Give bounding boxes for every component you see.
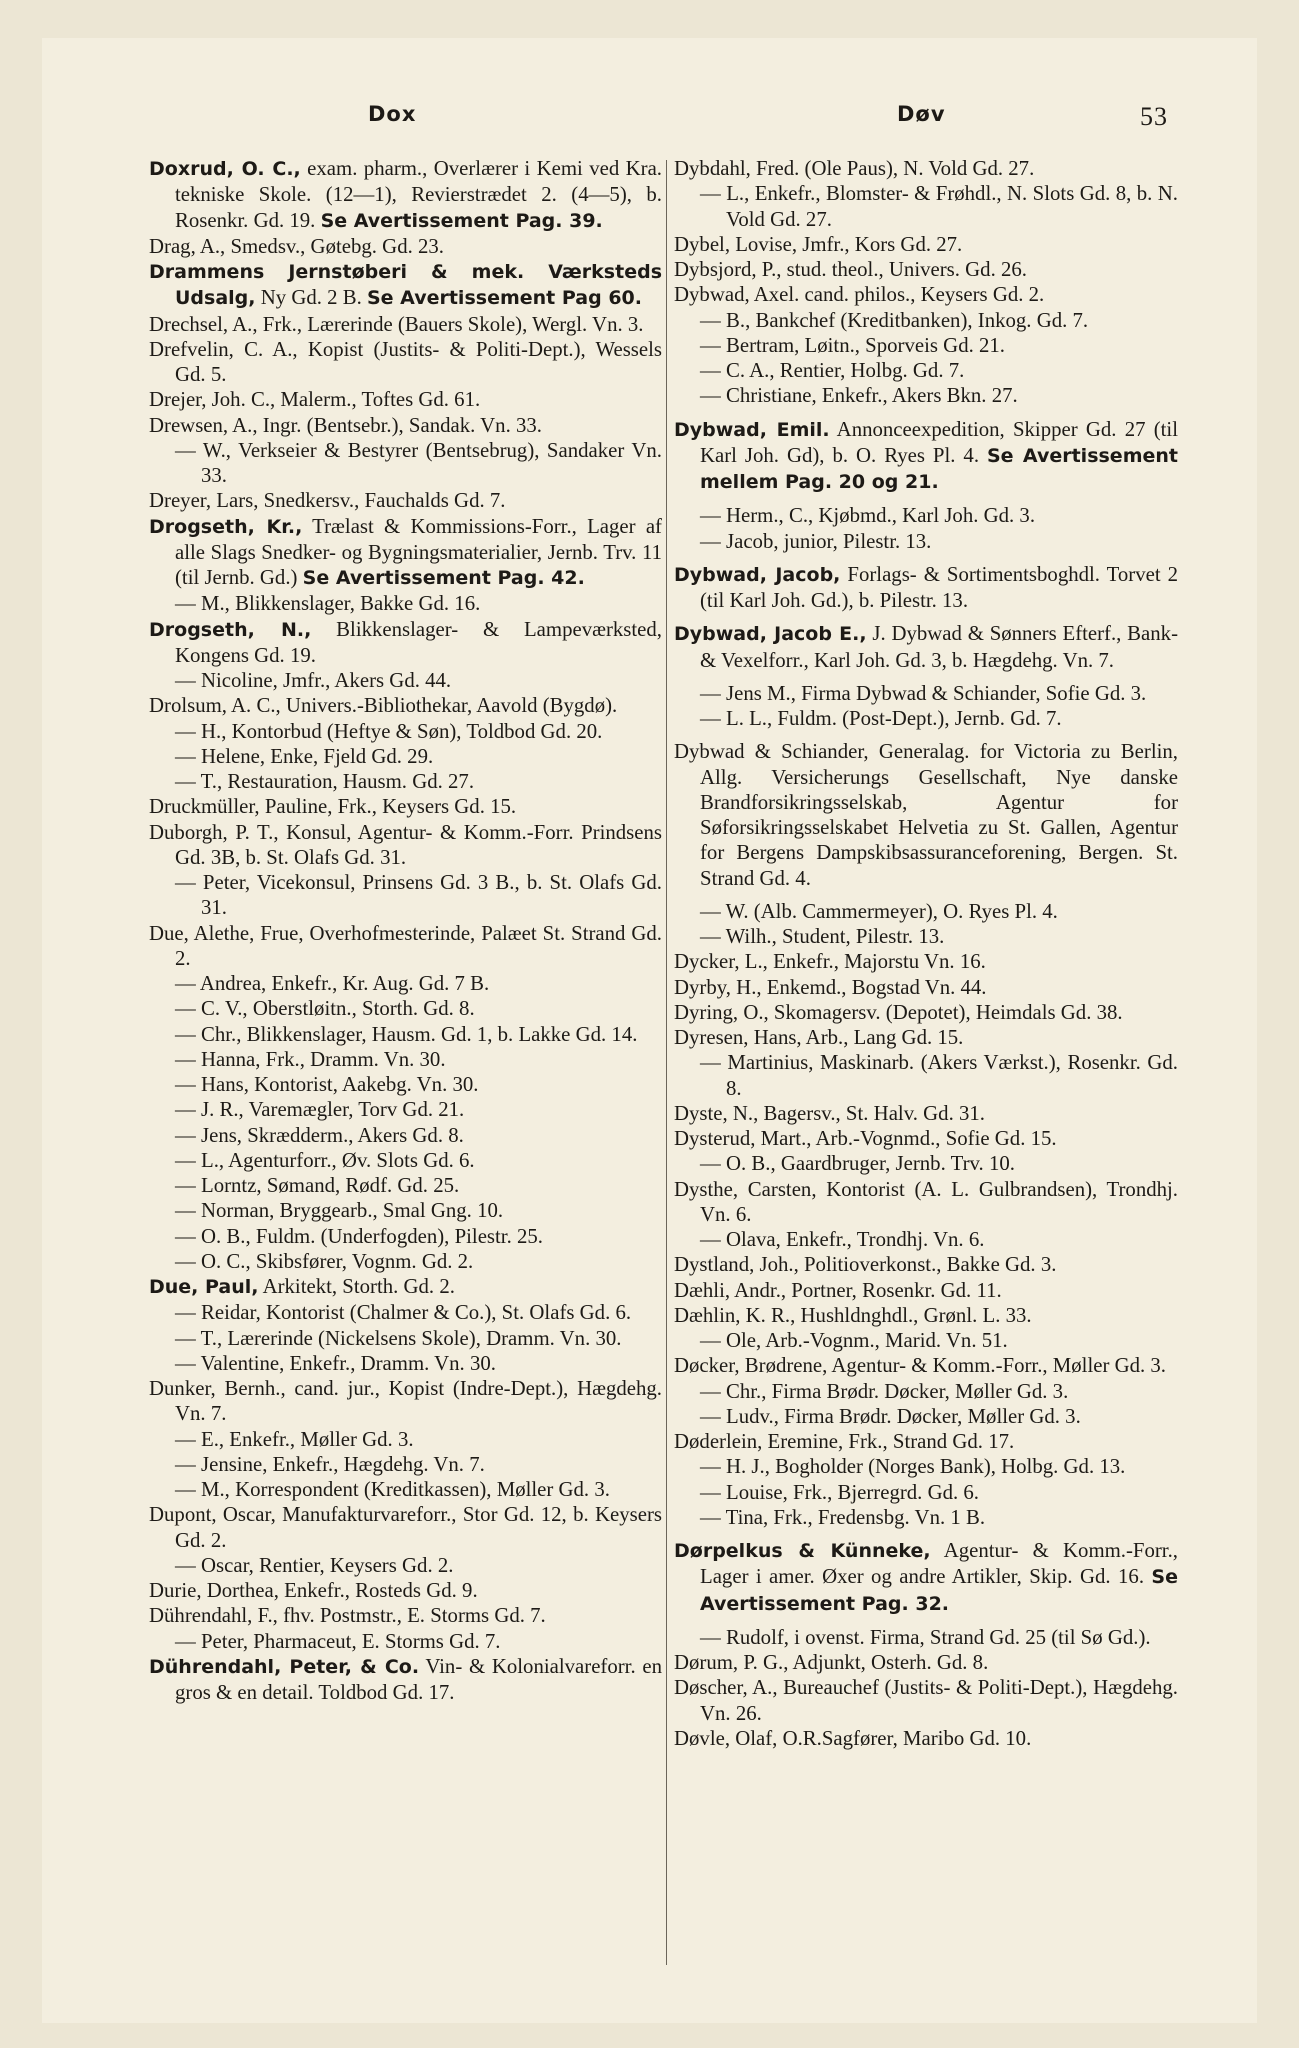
directory-entry	[674, 1177, 1178, 1228]
entry-advertisement-note: Se Avertissement Pag. 32.	[700, 1566, 1178, 1615]
directory-entry	[674, 308, 1178, 333]
entry-bold-name: Dørpelkus & Künneke,	[674, 1540, 931, 1562]
directory-entry	[149, 387, 662, 412]
entry-text: Agentur- & Komm.-Forr., Lager i amer. Øxer og andre Artikler, Skip. Gd. 16.	[700, 1539, 1178, 1589]
entry-text: — Helene, Enke, Fjeld Gd. 29.	[175, 744, 434, 768]
directory-entry	[149, 1351, 662, 1376]
entry-text: — T., Lærerinde (Nickelsens Skole), Dramm. Vn. 30.	[175, 1326, 622, 1350]
directory-entry	[674, 1252, 1178, 1277]
entry-text: Dyresen, Hans, Arb., Lang Gd. 15.	[674, 1026, 964, 1049]
directory-entry	[149, 1047, 662, 1072]
directory-entry	[674, 1454, 1178, 1479]
entry-text: — T., Restauration, Hausm. Gd. 27.	[175, 770, 475, 793]
entry-text: — Louise, Frk., Bjerregrd. Gd. 6.	[700, 1480, 979, 1504]
directory-entry	[149, 719, 662, 744]
directory-entry	[149, 1072, 662, 1097]
left-column	[149, 156, 662, 1705]
directory-entry	[674, 949, 1178, 974]
entry-text: Trælast & Kommissions-Forr., Lager af alle Slags Snedker- og Bygningsmaterialier, Jernb. Trv. 11 (til Jernb. Gd.)	[175, 514, 662, 589]
directory-entry	[674, 1379, 1178, 1404]
entry-text: Dysthe, Carsten, Kontorist (A. L. Gulbrandsen), Trondhj. Vn. 6.	[674, 1177, 1178, 1226]
directory-entry	[149, 1452, 662, 1477]
directory-entry	[149, 234, 662, 259]
entry-bold-name: Drogseth, N.,	[149, 618, 312, 641]
directory-entry	[674, 503, 1178, 528]
entry-text: — C. V., Oberstløitn., Storth. Gd. 8.	[175, 997, 475, 1021]
directory-entry	[149, 1198, 662, 1223]
directory-entry	[149, 1300, 662, 1325]
entry-text: Dreyer, Lars, Snedkersv., Fauchalds Gd. 7.	[149, 489, 506, 513]
entry-text: — Hanna, Frk., Dramm. Vn. 30.	[175, 1047, 446, 1071]
entry-text: — E., Enkefr., Møller Gd. 3.	[175, 1427, 414, 1451]
directory-entry	[149, 413, 662, 438]
directory-entry	[149, 1326, 662, 1351]
directory-entry	[674, 383, 1178, 408]
entry-text: Arkitekt, Storth. Gd. 2.	[258, 1275, 455, 1298]
entry-text: — Jacob, junior, Pilestr. 13.	[700, 529, 932, 553]
entry-bold-name: Due, Paul,	[149, 1276, 259, 1298]
entry-text: Ny Gd. 2 B.	[255, 286, 367, 310]
directory-entry	[149, 617, 662, 669]
entry-text: — Wilh., Student, Pilestr. 13.	[700, 925, 945, 948]
entry-text: — Lorntz, Sømand, Rødf. Gd. 25.	[175, 1174, 460, 1197]
entry-text: — M., Blikkenslager, Bakke Gd. 16.	[175, 592, 481, 616]
directory-entry	[674, 975, 1178, 1000]
entry-text: Dycker, L., Enkefr., Majorstu Vn. 16.	[674, 950, 986, 974]
entry-text: Blikkenslager- & Lampeværksted, Kongens Gd. 19.	[175, 617, 662, 667]
right-column	[674, 156, 1178, 1751]
directory-entry	[149, 996, 662, 1021]
entry-text: Dybsjord, P., stud. theol., Univers. Gd. 26.	[674, 258, 1027, 281]
directory-entry	[149, 1097, 662, 1122]
entry-text: exam. pharm., Overlærer i Kemi ved Kra. tekniske Skole. (12—1), Revierstrædet 2. (4—5), b. Rosenkr. Gd. 19.	[175, 157, 662, 232]
directory-entry	[149, 1578, 662, 1603]
directory-entry	[674, 1025, 1178, 1050]
entry-text: — H. J., Bogholder (Norges Bank), Holbg. Gd. 13.	[700, 1455, 1126, 1479]
entry-text: — Nicoline, Jmfr., Akers Gd. 44.	[175, 669, 452, 692]
entry-text: — L., Enkefr., Blomster- & Frøhdl., N. Slots Gd. 8, b. N. Vold Gd. 27.	[700, 182, 1178, 231]
directory-entry	[674, 232, 1178, 257]
entry-text: — B., Bankchef (Kreditbanken), Inkog. Gd. 7.	[700, 308, 1089, 332]
entry-text: Dyrby, H., Enkemd., Bogstad Vn. 44.	[674, 975, 987, 999]
directory-entry	[674, 529, 1178, 554]
entry-text: — L., Agenturforr., Øv. Slots Gd. 6.	[175, 1148, 475, 1172]
entry-text: — Valentine, Enkefr., Dramm. Vn. 30.	[175, 1351, 496, 1375]
entry-text: — O. B., Gaardbruger, Jernb. Trv. 10.	[700, 1152, 1015, 1176]
directory-entry	[674, 1000, 1178, 1025]
directory-entry	[149, 488, 662, 513]
entry-text: — Chr., Firma Brødr. Døcker, Møller Gd. 3.	[700, 1379, 1069, 1403]
entry-text: Dyring, O., Skomagersv. (Depotet), Heimdals Gd. 38.	[674, 1000, 1123, 1024]
directory-entry	[149, 1224, 662, 1249]
directory-entry	[674, 333, 1178, 358]
entry-advertisement-note: Se Avertissement Pag 60.	[367, 287, 642, 310]
entry-text: — O. B., Fuldm. (Underfogden), Pilestr. 25.	[175, 1224, 543, 1248]
directory-entry	[149, 769, 662, 794]
directory-entry	[674, 257, 1178, 282]
directory-entry	[149, 1148, 662, 1173]
entry-text: Annonceexpedition, Skipper Gd. 27 (til Karl Joh. Gd), b. O. Ryes Pl. 4.	[700, 417, 1178, 467]
entry-text: — H., Kontorbud (Heftye & Søn), Toldbod Gd. 20.	[175, 719, 603, 743]
directory-entry	[674, 1505, 1178, 1530]
entry-text: — Ludv., Firma Brødr. Døcker, Møller Gd. 3.	[700, 1404, 1081, 1428]
directory-entry	[674, 562, 1178, 614]
entry-text: Dührendahl, F., fhv. Postmstr., E. Storms Gd. 7.	[149, 1604, 546, 1628]
entry-text: — Reidar, Kontorist (Chalmer & Co.), St. Olafs Gd. 6.	[175, 1301, 632, 1325]
entry-text: Døvle, Olaf, O.R.Sagfører, Maribo Gd. 10.	[674, 1726, 1032, 1750]
entry-text: — J. R., Varemægler, Torv Gd. 21.	[175, 1098, 465, 1122]
directory-entry	[149, 1427, 662, 1452]
entry-bold-name: Doxrud, O. C.,	[149, 158, 301, 180]
directory-entry	[149, 693, 662, 718]
entry-text: Dysterud, Mart., Arb.-Vognmd., Sofie Gd. 15.	[674, 1127, 1057, 1150]
entry-text: Dyste, N., Bagersv., St. Halv. Gd. 31.	[674, 1101, 985, 1125]
directory-entry	[149, 744, 662, 769]
directory-entry	[674, 899, 1178, 924]
entry-text: Døderlein, Eremine, Frk., Strand Gd. 17.	[674, 1430, 1015, 1453]
directory-entry	[674, 681, 1178, 706]
entry-text: — Herm., C., Kjøbmd., Karl Joh. Gd. 3.	[700, 504, 1036, 528]
entry-text: — Chr., Blikkenslager, Hausm. Gd. 1, b. Lakke Gd. 14.	[175, 1022, 638, 1046]
entry-text: Drag, A., Smedsv., Gøtebg. Gd. 23.	[149, 234, 444, 258]
directory-entry	[149, 1654, 662, 1706]
entry-text: — C. A., Rentier, Holbg. Gd. 7.	[700, 359, 965, 382]
entry-text: — W. (Alb. Cammermeyer), O. Ryes Pl. 4.	[700, 899, 1058, 923]
entry-text: Duborgh, P. T., Konsul, Agentur- & Komm.-Forr. Prindsens Gd. 3B, b. St. Olafs Gd. 31.	[149, 820, 662, 869]
directory-entry	[674, 1227, 1178, 1252]
entry-text: Durie, Dorthea, Enkefr., Rosteds Gd. 9.	[149, 1579, 478, 1602]
directory-entry	[674, 1151, 1178, 1176]
entry-text: J. Dybwad & Sønners Efterf., Bank- & Vexelforr., Karl Joh. Gd. 3, b. Hægdehg. Vn. 7.	[700, 622, 1178, 672]
column-divider	[666, 160, 667, 1965]
directory-entry	[149, 668, 662, 693]
directory-entry	[674, 358, 1178, 383]
entry-text: Døscher, A., Bureauchef (Justits- & Politi-Dept.), Hægdehg. Vn. 26.	[674, 1676, 1178, 1725]
directory-entry	[674, 1480, 1178, 1505]
entry-text: Dæhli, Andr., Portner, Rosenkr. Gd. 11.	[674, 1278, 1002, 1302]
entry-text: Due, Alethe, Frue, Overhofmesterinde, Palæet St. Strand Gd. 2.	[149, 921, 662, 970]
directory-entry	[149, 514, 662, 592]
entry-text: Dupont, Oscar, Manufakturvareforr., Stor Gd. 12, b. Keysers Gd. 2.	[149, 1503, 662, 1552]
directory-entry	[149, 438, 662, 489]
directory-entry	[149, 1603, 662, 1628]
directory-page	[42, 38, 1257, 2023]
entry-bold-name: Dührendahl, Peter, & Co.	[149, 1655, 420, 1678]
directory-entry	[674, 706, 1178, 731]
directory-entry	[674, 1278, 1178, 1303]
entry-text: Drewsen, A., Ingr. (Bentsebr.), Sandak. Vn. 33.	[149, 413, 542, 437]
entry-text: — Rudolf, i ovenst. Firma, Strand Gd. 25 (til Sø Gd.).	[700, 1625, 1151, 1649]
directory-entry	[149, 1274, 662, 1300]
entry-text: — Peter, Vicekonsul, Prinsens Gd. 3 B., b. St. Olafs Gd. 31.	[175, 871, 662, 920]
entry-text: Dybdahl, Fred. (Ole Paus), N. Vold Gd. 27.	[674, 157, 1035, 180]
directory-entry	[149, 337, 662, 388]
entry-bold-name: Drammens Jernstøberi & mek. Værksteds Udsalg,	[149, 261, 662, 310]
directory-entry	[149, 1173, 662, 1198]
header-left-guide-word: Dox	[368, 102, 417, 126]
directory-entry	[674, 1353, 1178, 1378]
directory-entry	[149, 820, 662, 871]
page-number: 53	[1140, 102, 1168, 131]
entry-text: — Hans, Kontorist, Aakebg. Vn. 30.	[175, 1073, 479, 1096]
directory-entry	[149, 312, 662, 337]
entry-text: — Peter, Pharmaceut, E. Storms Gd. 7.	[175, 1629, 501, 1653]
directory-entry	[149, 794, 662, 819]
entry-text: Dybwad, Axel. cand. philos., Keysers Gd. 2.	[674, 283, 1045, 307]
header-right-guide-word: Døv	[897, 102, 946, 126]
entry-text: — W., Verkseier & Bestyrer (Bentsebrug), Sandaker Vn. 33.	[175, 438, 662, 487]
entry-text: Drejer, Joh. C., Malerm., Toftes Gd. 61.	[149, 388, 481, 412]
entry-text: — Jens M., Firma Dybwad & Schiander, Sofie Gd. 3.	[700, 681, 1147, 705]
directory-entry	[674, 1101, 1178, 1126]
entry-text: — M., Korrespondent (Kreditkassen), Møller Gd. 3.	[175, 1478, 610, 1501]
directory-entry	[149, 921, 662, 972]
entry-text: — Norman, Bryggearb., Smal Gng. 10.	[175, 1199, 504, 1223]
entry-text: Drefvelin, C. A., Kopist (Justits- & Politi-Dept.), Wessels Gd. 5.	[149, 337, 662, 386]
entry-advertisement-note: Se Avertissement mellem Pag. 20 og 21.	[700, 444, 1178, 493]
directory-entry	[674, 1650, 1178, 1675]
directory-entry	[149, 1022, 662, 1047]
entry-bold-name: Dybwad, Jacob,	[674, 563, 841, 586]
directory-entry	[149, 971, 662, 996]
entry-text: Dunker, Bernh., cand. jur., Kopist (Indre-Dept.), Hægdehg. Vn. 7.	[149, 1377, 662, 1426]
directory-entry	[674, 282, 1178, 307]
directory-entry	[674, 1625, 1178, 1650]
entry-text: Døcker, Brødrene, Agentur- & Komm.-Forr., Møller Gd. 3.	[674, 1354, 1167, 1378]
directory-entry	[149, 1477, 662, 1502]
directory-entry	[149, 259, 662, 312]
entry-text: Drolsum, A. C., Univers.-Bibliothekar, Aavold (Bygdø).	[149, 694, 618, 718]
entry-text: — Oscar, Rentier, Keysers Gd. 2.	[175, 1553, 454, 1577]
directory-entry	[149, 1629, 662, 1654]
directory-entry	[674, 1675, 1178, 1726]
directory-entry	[674, 1328, 1178, 1353]
entry-text: Dybwad & Schiander, Generalag. for Victoria zu Berlin, Allg. Versicherungs Gesellschaft, Nye danske Brandforsikringsselskab, Agentur for Søforsikringsselskabet Helvetia zu St. Gallen, Agentur for Bergens Dampskibsassuranceforening, Bergen. St. Strand Gd. 4.	[674, 740, 1178, 890]
directory-entry	[674, 1303, 1178, 1328]
entry-text: — Christiane, Enkefr., Akers Bkn. 27.	[700, 384, 1018, 408]
directory-entry	[674, 1404, 1178, 1429]
entry-text: Forlags- & Sortimentsboghdl. Torvet 2 (til Karl Joh. Gd.), b. Pilestr. 13.	[700, 562, 1179, 612]
entry-text: — Jens, Skrædderm., Akers Gd. 8.	[175, 1123, 464, 1147]
entry-bold-name: Dybwad, Emil.	[674, 418, 830, 441]
entry-text: — Martinius, Maskinarb. (Akers Værkst.), Rosenkr. Gd. 8.	[700, 1051, 1178, 1100]
entry-text: Drechsel, A., Frk., Lærerinde (Bauers Skole), Wergl. Vn. 3.	[149, 312, 644, 336]
directory-entry	[149, 1376, 662, 1427]
entry-bold-name: Dybwad, Jacob E.,	[674, 623, 867, 646]
directory-entry	[149, 870, 662, 921]
directory-entry	[674, 181, 1178, 232]
directory-entry	[674, 1050, 1178, 1101]
entry-text: — O. C., Skibsfører, Vognm. Gd. 2.	[175, 1249, 474, 1273]
entry-text: Dybel, Lovise, Jmfr., Kors Gd. 27.	[674, 232, 963, 256]
entry-text: — Jensine, Enkefr., Hægdehg. Vn. 7.	[175, 1452, 485, 1476]
directory-entry	[674, 417, 1178, 496]
entry-text: — Bertram, Løitn., Sporveis Gd. 21.	[700, 333, 1005, 357]
directory-entry	[674, 156, 1178, 181]
entry-advertisement-note: Se Avertissement Pag. 39.	[320, 209, 603, 232]
entry-text: Dørum, P. G., Adjunkt, Osterh. Gd. 8.	[674, 1651, 989, 1674]
directory-entry	[674, 621, 1178, 673]
entry-text: Vin- & Kolonialvareforr. en gros & en detail. Toldbod Gd. 17.	[175, 1654, 662, 1704]
entry-text: — Andrea, Enkefr., Kr. Aug. Gd. 7 B.	[175, 972, 490, 995]
directory-entry	[149, 1249, 662, 1274]
directory-entry	[149, 591, 662, 616]
directory-entry	[674, 1538, 1178, 1617]
directory-entry	[149, 156, 662, 234]
entry-text: Dæhlin, K. R., Hushldnghdl., Grønl. L. 33.	[674, 1303, 1032, 1327]
entry-text: Dystland, Joh., Politioverkonst., Bakke Gd. 3.	[674, 1253, 1057, 1277]
directory-entry	[674, 924, 1178, 949]
entry-text: Druckmüller, Pauline, Frk., Keysers Gd. 15.	[149, 795, 517, 819]
entry-text: — Olava, Enkefr., Trondhj. Vn. 6.	[700, 1228, 985, 1251]
directory-entry	[674, 1126, 1178, 1151]
directory-entry	[674, 739, 1178, 891]
directory-entry	[674, 1429, 1178, 1454]
entry-advertisement-note: Se Avertissement Pag. 42.	[302, 567, 585, 589]
entry-text: — Ole, Arb.-Vognm., Marid. Vn. 51.	[700, 1329, 1008, 1352]
directory-entry	[149, 1553, 662, 1578]
page-header	[42, 102, 1257, 142]
entry-bold-name: Drogseth, Kr.,	[149, 515, 303, 538]
directory-entry	[149, 1123, 662, 1148]
directory-entry	[149, 1502, 662, 1553]
directory-entry	[674, 1726, 1178, 1751]
entry-text: — L. L., Fuldm. (Post-Dept.), Jernb. Gd. 7.	[700, 707, 1062, 730]
entry-text: — Tina, Frk., Fredensbg. Vn. 1 B.	[700, 1505, 986, 1529]
